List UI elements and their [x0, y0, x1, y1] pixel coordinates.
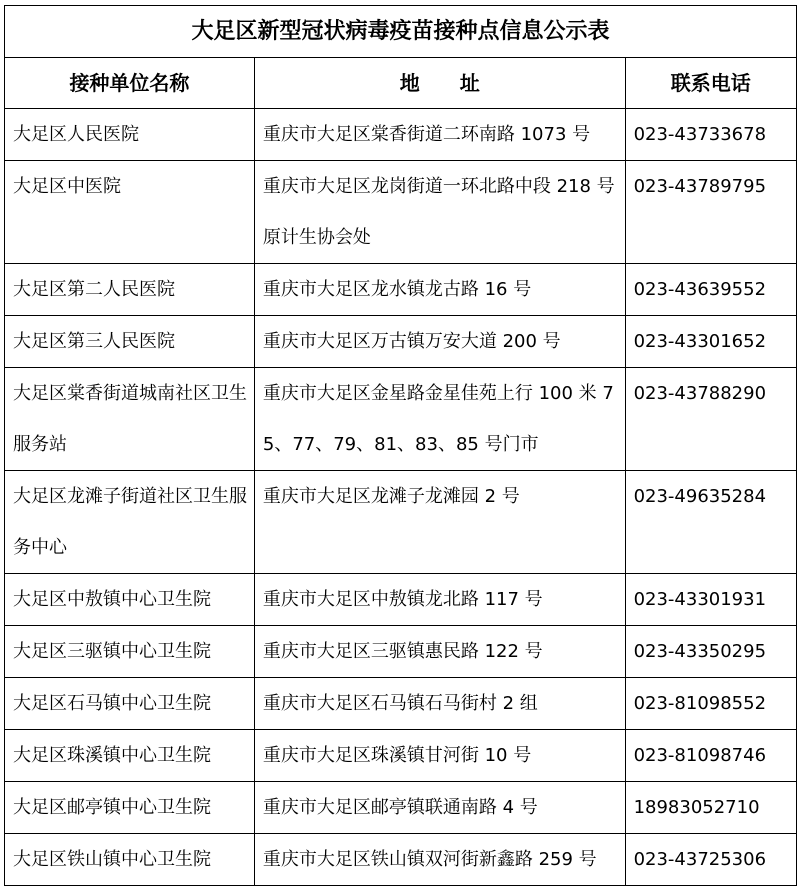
phone-cell: 023-43301931 [625, 574, 796, 626]
address-cell: 重庆市大足区铁山镇双河街新鑫路 259 号 [254, 834, 625, 886]
table-row [5, 368, 797, 471]
address-cell: 重庆市大足区邮亭镇联通南路 4 号 [254, 782, 625, 834]
address-cell: 重庆市大足区金星路金星佳苑上行 100 米 75、77、79、81、83、85 号门市 [254, 368, 625, 471]
header-unit-name: 接种单位名称 [5, 58, 255, 109]
address-cell: 重庆市大足区万古镇万安大道 200 号 [254, 316, 625, 368]
table-row [5, 264, 797, 316]
phone-cell: 023-43639552 [625, 264, 796, 316]
address-cell: 重庆市大足区龙滩子龙滩园 2 号 [254, 471, 625, 574]
phone-cell: 023-43725306 [625, 834, 796, 886]
title-row [5, 6, 797, 58]
unit-name-cell: 大足区第二人民医院 [5, 264, 255, 316]
unit-name-cell: 大足区三驱镇中心卫生院 [5, 626, 255, 678]
table-row [5, 161, 797, 264]
phone-cell: 023-43788290 [625, 368, 796, 471]
unit-name-cell: 大足区石马镇中心卫生院 [5, 678, 255, 730]
address-cell: 重庆市大足区石马镇石马街村 2 组 [254, 678, 625, 730]
unit-name-cell: 大足区第三人民医院 [5, 316, 255, 368]
table-row [5, 834, 797, 886]
unit-name-cell: 大足区中敖镇中心卫生院 [5, 574, 255, 626]
table-row [5, 316, 797, 368]
phone-cell: 023-43789795 [625, 161, 796, 264]
header-address: 地 址 [254, 58, 625, 109]
phone-cell: 023-43733678 [625, 109, 796, 161]
phone-cell: 023-43301652 [625, 316, 796, 368]
phone-cell: 023-81098552 [625, 678, 796, 730]
table-row [5, 730, 797, 782]
phone-cell: 023-49635284 [625, 471, 796, 574]
unit-name-cell: 大足区棠香街道城南社区卫生服务站 [5, 368, 255, 471]
table-row [5, 471, 797, 574]
unit-name-cell: 大足区龙滩子街道社区卫生服务中心 [5, 471, 255, 574]
vaccination-sites-table [4, 5, 797, 886]
header-row [5, 58, 797, 109]
address-cell: 重庆市大足区龙水镇龙古路 16 号 [254, 264, 625, 316]
unit-name-cell: 大足区铁山镇中心卫生院 [5, 834, 255, 886]
unit-name-cell: 大足区人民医院 [5, 109, 255, 161]
unit-name-cell: 大足区邮亭镇中心卫生院 [5, 782, 255, 834]
address-cell: 重庆市大足区三驱镇惠民路 122 号 [254, 626, 625, 678]
phone-cell: 023-43350295 [625, 626, 796, 678]
table-row [5, 626, 797, 678]
address-cell: 重庆市大足区珠溪镇甘河街 10 号 [254, 730, 625, 782]
table-row [5, 678, 797, 730]
unit-name-cell: 大足区中医院 [5, 161, 255, 264]
phone-cell: 023-81098746 [625, 730, 796, 782]
table-row [5, 109, 797, 161]
phone-cell: 18983052710 [625, 782, 796, 834]
table-row [5, 782, 797, 834]
unit-name-cell: 大足区珠溪镇中心卫生院 [5, 730, 255, 782]
header-phone: 联系电话 [625, 58, 796, 109]
address-cell: 重庆市大足区龙岗街道一环北路中段 218 号原计生协会处 [254, 161, 625, 264]
table-row [5, 574, 797, 626]
address-cell: 重庆市大足区中敖镇龙北路 117 号 [254, 574, 625, 626]
table-title: 大足区新型冠状病毒疫苗接种点信息公示表 [5, 6, 797, 58]
address-cell: 重庆市大足区棠香街道二环南路 1073 号 [254, 109, 625, 161]
